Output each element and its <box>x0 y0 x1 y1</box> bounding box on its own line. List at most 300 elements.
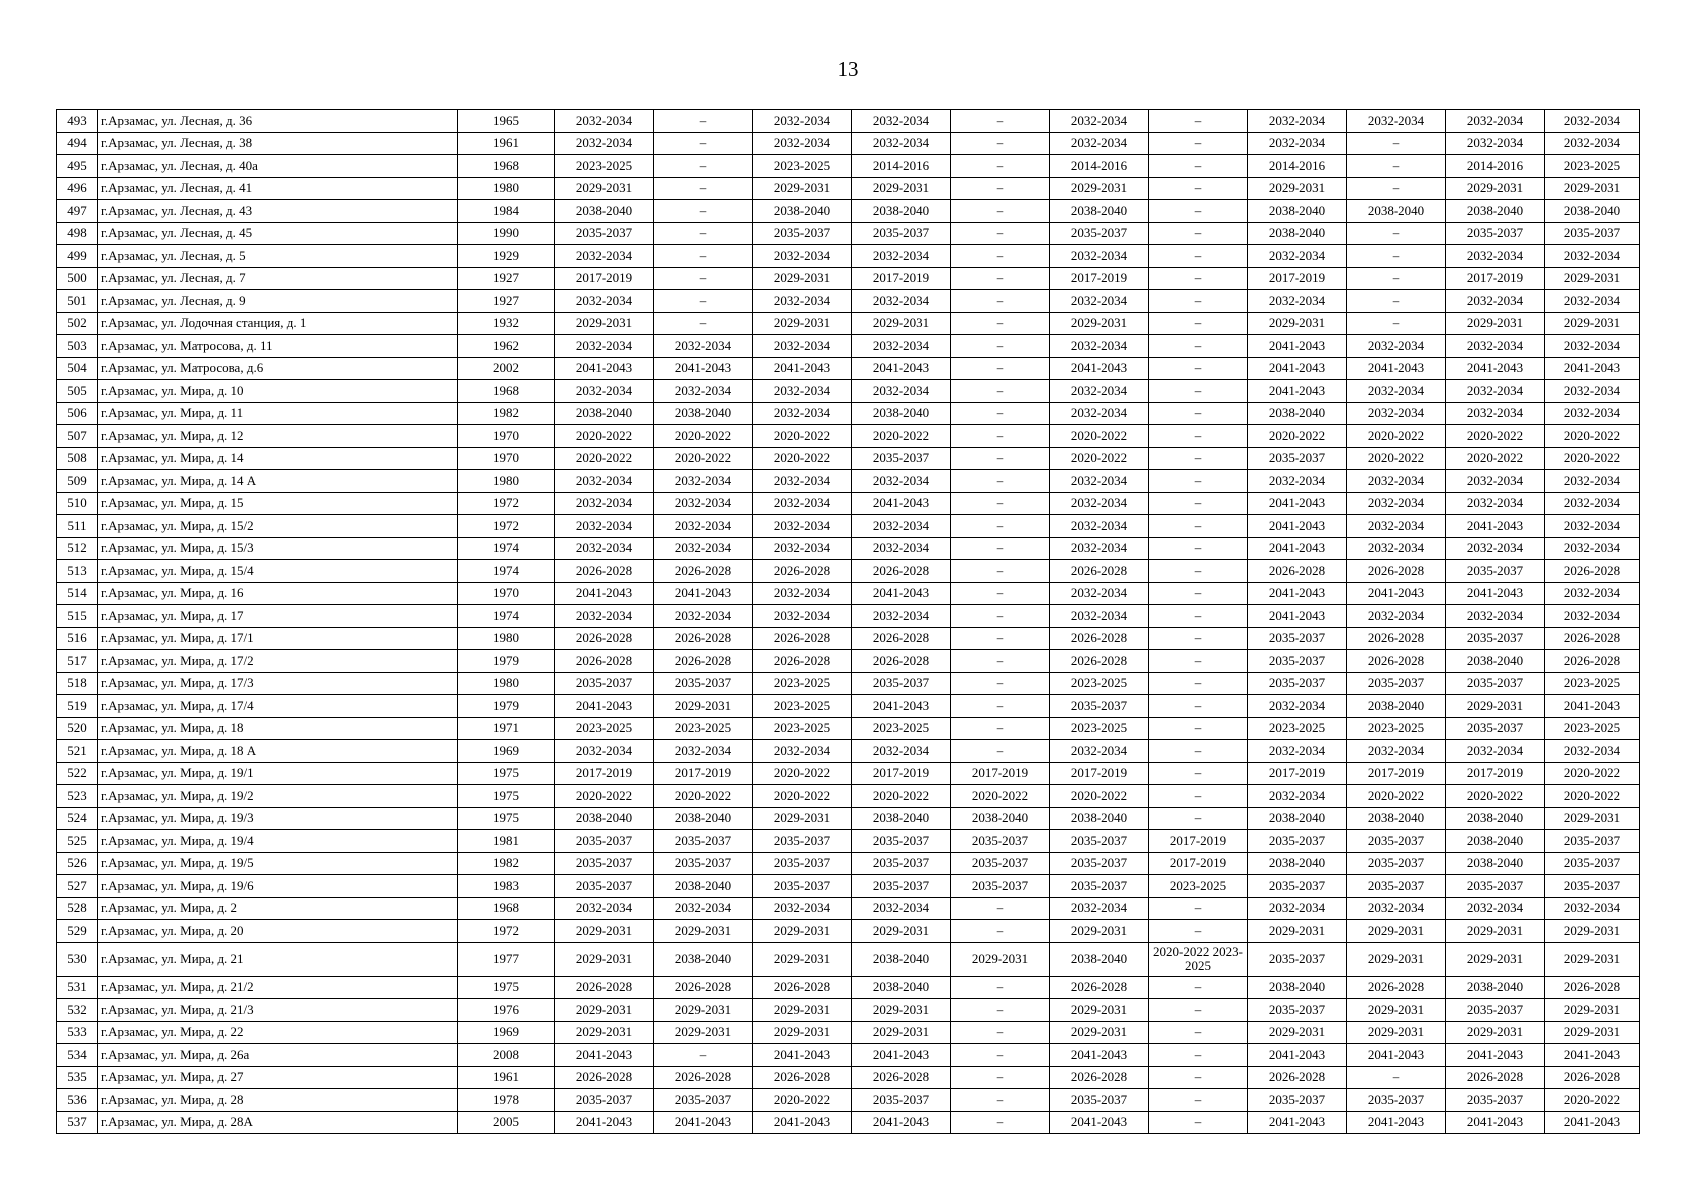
period-cell: 2035-2037 <box>951 830 1050 853</box>
period-cell: 2026-2028 <box>852 650 951 673</box>
period-cell: 2029-2031 <box>1248 177 1347 200</box>
period-cell: – <box>951 999 1050 1022</box>
period-cell: 2026-2028 <box>555 1066 654 1089</box>
period-cell: – <box>654 267 753 290</box>
period-cell: 2041-2043 <box>1545 357 1640 380</box>
period-cell: 2032-2034 <box>1446 380 1545 403</box>
period-cell: – <box>1347 290 1446 313</box>
period-cell: 2029-2031 <box>555 1021 654 1044</box>
year-cell: 1980 <box>458 627 555 650</box>
period-cell: 2038-2040 <box>1347 200 1446 223</box>
period-cell: 2020-2022 <box>1545 762 1640 785</box>
period-cell: – <box>1347 222 1446 245</box>
period-cell: – <box>1149 155 1248 178</box>
period-cell: 2038-2040 <box>852 942 951 976</box>
period-cell: 2032-2034 <box>753 605 852 628</box>
table-row <box>57 605 1640 628</box>
period-cell: – <box>951 222 1050 245</box>
period-cell: – <box>1149 672 1248 695</box>
row-number: 526 <box>57 852 98 875</box>
period-cell: 2032-2034 <box>753 380 852 403</box>
period-cell: 2035-2037 <box>852 875 951 898</box>
period-cell: – <box>654 177 753 200</box>
period-cell: 2026-2028 <box>1050 1066 1149 1089</box>
period-cell: 2029-2031 <box>1050 999 1149 1022</box>
address-cell: г.Арзамас, ул. Мира, д. 15/2 <box>98 515 458 538</box>
address-cell: г.Арзамас, ул. Мира, д. 22 <box>98 1021 458 1044</box>
period-cell: 2032-2034 <box>1545 245 1640 268</box>
period-cell: – <box>951 1021 1050 1044</box>
period-cell: – <box>951 470 1050 493</box>
period-cell: 2032-2034 <box>1050 110 1149 133</box>
period-cell: 2020-2022 <box>1545 447 1640 470</box>
year-cell: 1982 <box>458 852 555 875</box>
period-cell: – <box>1149 110 1248 133</box>
period-cell: – <box>1149 222 1248 245</box>
period-cell: – <box>1347 1066 1446 1089</box>
period-cell: 2017-2019 <box>1347 762 1446 785</box>
period-cell: 2035-2037 <box>1545 875 1640 898</box>
period-cell: 2017-2019 <box>852 267 951 290</box>
row-number: 518 <box>57 672 98 695</box>
period-cell: 2032-2034 <box>1248 897 1347 920</box>
table-row <box>57 245 1640 268</box>
period-cell: 2032-2034 <box>1347 897 1446 920</box>
period-cell: – <box>1149 447 1248 470</box>
period-cell: 2032-2034 <box>1545 740 1640 763</box>
period-cell: 2035-2037 <box>555 1089 654 1112</box>
row-number: 508 <box>57 447 98 470</box>
period-cell: 2041-2043 <box>1248 380 1347 403</box>
year-cell: 1982 <box>458 402 555 425</box>
period-cell: 2035-2037 <box>1248 1089 1347 1112</box>
period-cell: 2032-2034 <box>1545 132 1640 155</box>
table-row <box>57 267 1640 290</box>
period-cell: 2041-2043 <box>1248 357 1347 380</box>
table-row <box>57 560 1640 583</box>
table-row <box>57 470 1640 493</box>
period-cell: 2032-2034 <box>1050 290 1149 313</box>
period-cell: – <box>1149 1089 1248 1112</box>
period-cell: 2020-2022 <box>1050 425 1149 448</box>
period-cell: 2017-2019 <box>1050 267 1149 290</box>
row-number: 522 <box>57 762 98 785</box>
period-cell: 2029-2031 <box>1347 999 1446 1022</box>
period-cell: – <box>951 335 1050 358</box>
period-cell: 2032-2034 <box>1347 605 1446 628</box>
period-cell: 2035-2037 <box>1347 852 1446 875</box>
period-cell: 2038-2040 <box>654 402 753 425</box>
period-cell: – <box>951 492 1050 515</box>
period-cell: 2032-2034 <box>1050 582 1149 605</box>
period-cell: 2023-2025 <box>1248 717 1347 740</box>
period-cell: 2017-2019 <box>1446 267 1545 290</box>
period-cell: 2041-2043 <box>555 1111 654 1134</box>
table-row <box>57 875 1640 898</box>
period-cell: – <box>951 672 1050 695</box>
period-cell: 2035-2037 <box>852 830 951 853</box>
year-cell: 1970 <box>458 447 555 470</box>
period-cell: 2020-2022 <box>852 785 951 808</box>
period-cell: 2032-2034 <box>654 537 753 560</box>
period-cell: 2020-2022 <box>1446 447 1545 470</box>
period-cell: 2041-2043 <box>1446 1111 1545 1134</box>
period-cell: – <box>1149 380 1248 403</box>
period-cell: 2038-2040 <box>1248 402 1347 425</box>
period-cell: 2020-2022 <box>951 785 1050 808</box>
year-cell: 1968 <box>458 380 555 403</box>
period-cell: 2029-2031 <box>1050 920 1149 943</box>
row-number: 496 <box>57 177 98 200</box>
row-number: 494 <box>57 132 98 155</box>
period-cell: 2035-2037 <box>753 875 852 898</box>
year-cell: 1981 <box>458 830 555 853</box>
period-cell: – <box>951 380 1050 403</box>
address-cell: г.Арзамас, ул. Лесная, д. 40а <box>98 155 458 178</box>
address-cell: г.Арзамас, ул. Мира, д. 19/6 <box>98 875 458 898</box>
period-cell: 2035-2037 <box>1050 852 1149 875</box>
period-cell: – <box>1149 132 1248 155</box>
period-cell: 2035-2037 <box>654 1089 753 1112</box>
period-cell: 2035-2037 <box>654 672 753 695</box>
row-number: 516 <box>57 627 98 650</box>
row-number: 511 <box>57 515 98 538</box>
period-cell: 2026-2028 <box>654 1066 753 1089</box>
period-cell: 2038-2040 <box>1248 852 1347 875</box>
row-number: 531 <box>57 976 98 999</box>
period-cell: 2026-2028 <box>654 650 753 673</box>
period-cell: 2032-2034 <box>1545 897 1640 920</box>
period-cell: 2020-2022 <box>1545 785 1640 808</box>
period-cell: – <box>1347 177 1446 200</box>
period-cell: 2041-2043 <box>1248 537 1347 560</box>
period-cell: 2020-2022 <box>1248 425 1347 448</box>
period-cell: – <box>1149 1021 1248 1044</box>
period-cell: 2032-2034 <box>1248 290 1347 313</box>
period-cell: 2041-2043 <box>555 1044 654 1067</box>
period-cell: 2041-2043 <box>1545 1044 1640 1067</box>
row-number: 500 <box>57 267 98 290</box>
period-cell: 2035-2037 <box>1446 717 1545 740</box>
period-cell: 2032-2034 <box>1545 110 1640 133</box>
period-cell: 2032-2034 <box>852 132 951 155</box>
period-cell: – <box>1149 740 1248 763</box>
table-row <box>57 1089 1640 1112</box>
period-cell: 2041-2043 <box>1248 1111 1347 1134</box>
period-cell: 2041-2043 <box>852 357 951 380</box>
period-cell: 2032-2034 <box>852 470 951 493</box>
period-cell: 2032-2034 <box>753 110 852 133</box>
period-cell: – <box>1149 785 1248 808</box>
period-cell: 2035-2037 <box>951 875 1050 898</box>
year-cell: 1976 <box>458 999 555 1022</box>
table-row <box>57 897 1640 920</box>
address-cell: г.Арзамас, ул. Лесная, д. 38 <box>98 132 458 155</box>
period-cell: 2038-2040 <box>1446 976 1545 999</box>
address-cell: г.Арзамас, ул. Мира, д. 19/3 <box>98 807 458 830</box>
period-cell: 2023-2025 <box>1149 875 1248 898</box>
period-cell: 2017-2019 <box>1149 830 1248 853</box>
period-cell: 2029-2031 <box>654 920 753 943</box>
year-cell: 1972 <box>458 492 555 515</box>
period-cell: – <box>654 200 753 223</box>
period-cell: 2017-2019 <box>1446 762 1545 785</box>
period-cell: – <box>1149 200 1248 223</box>
table-row <box>57 1111 1640 1134</box>
period-cell: 2029-2031 <box>753 1021 852 1044</box>
row-number: 532 <box>57 999 98 1022</box>
year-cell: 1990 <box>458 222 555 245</box>
period-cell: – <box>951 740 1050 763</box>
table-row <box>57 999 1640 1022</box>
period-cell: 2041-2043 <box>555 357 654 380</box>
period-cell: 2017-2019 <box>852 762 951 785</box>
period-cell: 2029-2031 <box>852 999 951 1022</box>
period-cell: 2032-2034 <box>1545 402 1640 425</box>
address-cell: г.Арзамас, ул. Мира, д. 16 <box>98 582 458 605</box>
period-cell: 2032-2034 <box>1347 402 1446 425</box>
period-cell: 2020-2022 <box>654 447 753 470</box>
period-cell: 2029-2031 <box>1446 312 1545 335</box>
table-row <box>57 762 1640 785</box>
period-cell: – <box>654 290 753 313</box>
table-row <box>57 650 1640 673</box>
table-row <box>57 110 1640 133</box>
period-cell: 2032-2034 <box>753 897 852 920</box>
period-cell: 2041-2043 <box>1347 582 1446 605</box>
period-cell: 2020-2022 <box>555 785 654 808</box>
period-cell: 2032-2034 <box>1446 290 1545 313</box>
period-cell: 2035-2037 <box>852 1089 951 1112</box>
period-cell: 2029-2031 <box>753 267 852 290</box>
address-cell: г.Арзамас, ул. Мира, д. 11 <box>98 402 458 425</box>
period-cell: 2029-2031 <box>753 807 852 830</box>
period-cell: 2032-2034 <box>1446 605 1545 628</box>
table-row <box>57 1066 1640 1089</box>
period-cell: 2032-2034 <box>852 897 951 920</box>
period-cell: 2032-2034 <box>1050 335 1149 358</box>
row-number: 502 <box>57 312 98 335</box>
address-cell: г.Арзамас, ул. Мира, д. 28 <box>98 1089 458 1112</box>
table-row <box>57 852 1640 875</box>
period-cell: 2035-2037 <box>1248 830 1347 853</box>
period-cell: – <box>951 200 1050 223</box>
address-cell: г.Арзамас, ул. Лесная, д. 43 <box>98 200 458 223</box>
address-cell: г.Арзамас, ул. Мира, д. 21 <box>98 942 458 976</box>
period-cell: 2035-2037 <box>852 222 951 245</box>
period-cell: 2032-2034 <box>1446 537 1545 560</box>
period-cell: 2032-2034 <box>654 515 753 538</box>
period-cell: 2032-2034 <box>852 605 951 628</box>
period-cell: 2029-2031 <box>1545 942 1640 976</box>
period-cell: 2032-2034 <box>753 290 852 313</box>
year-cell: 1975 <box>458 762 555 785</box>
period-cell: 2032-2034 <box>1050 245 1149 268</box>
year-cell: 1974 <box>458 605 555 628</box>
period-cell: – <box>1149 402 1248 425</box>
period-cell: 2032-2034 <box>852 290 951 313</box>
year-cell: 1975 <box>458 807 555 830</box>
address-cell: г.Арзамас, ул. Мира, д. 19/4 <box>98 830 458 853</box>
address-cell: г.Арзамас, ул. Мира, д. 19/2 <box>98 785 458 808</box>
row-number: 512 <box>57 537 98 560</box>
period-cell: – <box>951 245 1050 268</box>
address-cell: г.Арзамас, ул. Лесная, д. 9 <box>98 290 458 313</box>
period-cell: 2032-2034 <box>852 110 951 133</box>
period-cell: 2020-2022 <box>1347 425 1446 448</box>
period-cell: 2038-2040 <box>1347 695 1446 718</box>
period-cell: 2032-2034 <box>753 492 852 515</box>
period-cell: 2038-2040 <box>654 807 753 830</box>
period-cell: 2032-2034 <box>1446 245 1545 268</box>
table-row <box>57 312 1640 335</box>
row-number: 520 <box>57 717 98 740</box>
period-cell: 2032-2034 <box>1050 470 1149 493</box>
period-cell: – <box>654 110 753 133</box>
period-cell: – <box>1149 515 1248 538</box>
period-cell: 2020-2022 <box>753 447 852 470</box>
period-cell: 2041-2043 <box>1347 357 1446 380</box>
period-cell: 2032-2034 <box>555 470 654 493</box>
period-cell: 2029-2031 <box>852 312 951 335</box>
period-cell: 2026-2028 <box>1545 560 1640 583</box>
period-cell: 2029-2031 <box>951 942 1050 976</box>
year-cell: 1980 <box>458 672 555 695</box>
period-cell: – <box>951 897 1050 920</box>
year-cell: 1980 <box>458 470 555 493</box>
row-number: 515 <box>57 605 98 628</box>
address-cell: г.Арзамас, ул. Мира, д. 27 <box>98 1066 458 1089</box>
period-cell: – <box>951 695 1050 718</box>
address-cell: г.Арзамас, ул. Мира, д. 18 А <box>98 740 458 763</box>
period-cell: – <box>1149 335 1248 358</box>
period-cell: 2020-2022 <box>654 785 753 808</box>
period-cell: 2029-2031 <box>1545 1021 1640 1044</box>
period-cell: 2020-2022 <box>1050 785 1149 808</box>
address-cell: г.Арзамас, ул. Мира, д. 15 <box>98 492 458 515</box>
period-cell: 2041-2043 <box>1248 605 1347 628</box>
year-cell: 1929 <box>458 245 555 268</box>
period-cell: 2041-2043 <box>1248 582 1347 605</box>
period-cell: 2026-2028 <box>654 976 753 999</box>
year-cell: 2005 <box>458 1111 555 1134</box>
period-cell: 2041-2043 <box>1248 515 1347 538</box>
period-cell: 2035-2037 <box>1248 447 1347 470</box>
period-cell: 2029-2031 <box>654 695 753 718</box>
table-row <box>57 920 1640 943</box>
period-cell: 2032-2034 <box>555 537 654 560</box>
period-cell: 2038-2040 <box>1446 807 1545 830</box>
schedule-table <box>56 109 1640 1134</box>
period-cell: 2035-2037 <box>654 852 753 875</box>
table-row <box>57 200 1640 223</box>
row-number: 528 <box>57 897 98 920</box>
row-number: 536 <box>57 1089 98 1112</box>
period-cell: 2029-2031 <box>1545 177 1640 200</box>
row-number: 507 <box>57 425 98 448</box>
period-cell: – <box>1347 267 1446 290</box>
period-cell: 2038-2040 <box>654 942 753 976</box>
period-cell: 2014-2016 <box>1050 155 1149 178</box>
period-cell: 2041-2043 <box>852 1044 951 1067</box>
period-cell: – <box>1149 312 1248 335</box>
period-cell: 2041-2043 <box>1248 492 1347 515</box>
table-row <box>57 976 1640 999</box>
period-cell: 2041-2043 <box>555 695 654 718</box>
period-cell: 2032-2034 <box>852 335 951 358</box>
period-cell: 2035-2037 <box>1050 222 1149 245</box>
period-cell: 2032-2034 <box>555 515 654 538</box>
period-cell: 2029-2031 <box>1050 312 1149 335</box>
period-cell: 2032-2034 <box>555 380 654 403</box>
period-cell: – <box>1149 695 1248 718</box>
period-cell: 2032-2034 <box>1545 605 1640 628</box>
period-cell: 2026-2028 <box>1347 650 1446 673</box>
period-cell: 2032-2034 <box>1545 515 1640 538</box>
period-cell: 2029-2031 <box>852 177 951 200</box>
period-cell: 2023-2025 <box>654 717 753 740</box>
period-cell: 2041-2043 <box>852 582 951 605</box>
period-cell: 2029-2031 <box>852 1021 951 1044</box>
period-cell: 2029-2031 <box>555 177 654 200</box>
period-cell: 2035-2037 <box>852 672 951 695</box>
period-cell: 2035-2037 <box>1050 695 1149 718</box>
period-cell: 2035-2037 <box>1347 830 1446 853</box>
period-cell: 2041-2043 <box>1347 1044 1446 1067</box>
period-cell: 2035-2037 <box>753 830 852 853</box>
table-row <box>57 357 1640 380</box>
row-number: 493 <box>57 110 98 133</box>
year-cell: 1971 <box>458 717 555 740</box>
table-row <box>57 717 1640 740</box>
period-cell: 2041-2043 <box>1446 1044 1545 1067</box>
period-cell: 2038-2040 <box>1248 222 1347 245</box>
period-cell: 2020-2022 <box>1347 785 1446 808</box>
table-row <box>57 425 1640 448</box>
period-cell: – <box>951 1089 1050 1112</box>
period-cell: 2029-2031 <box>1446 695 1545 718</box>
address-cell: г.Арзамас, ул. Мира, д. 21/3 <box>98 999 458 1022</box>
period-cell: 2026-2028 <box>1545 1066 1640 1089</box>
period-cell: 2032-2034 <box>1446 402 1545 425</box>
period-cell: 2041-2043 <box>1050 1111 1149 1134</box>
row-number: 503 <box>57 335 98 358</box>
period-cell: 2017-2019 <box>555 762 654 785</box>
period-cell: 2041-2043 <box>1347 1111 1446 1134</box>
period-cell: 2026-2028 <box>1050 560 1149 583</box>
period-cell: 2032-2034 <box>1347 110 1446 133</box>
year-cell: 1968 <box>458 155 555 178</box>
period-cell: 2026-2028 <box>1347 627 1446 650</box>
address-cell: г.Арзамас, ул. Мира, д. 19/5 <box>98 852 458 875</box>
period-cell: 2041-2043 <box>1545 1111 1640 1134</box>
period-cell: 2038-2040 <box>852 200 951 223</box>
period-cell: 2032-2034 <box>654 380 753 403</box>
table-row <box>57 155 1640 178</box>
period-cell: 2035-2037 <box>1248 999 1347 1022</box>
period-cell: – <box>1149 267 1248 290</box>
table-row <box>57 807 1640 830</box>
period-cell: – <box>654 155 753 178</box>
period-cell: 2041-2043 <box>753 357 852 380</box>
year-cell: 1979 <box>458 650 555 673</box>
year-cell: 1977 <box>458 942 555 976</box>
row-number: 504 <box>57 357 98 380</box>
period-cell: 2038-2040 <box>852 976 951 999</box>
year-cell: 1978 <box>458 1089 555 1112</box>
period-cell: – <box>1149 425 1248 448</box>
period-cell: 2041-2043 <box>852 492 951 515</box>
